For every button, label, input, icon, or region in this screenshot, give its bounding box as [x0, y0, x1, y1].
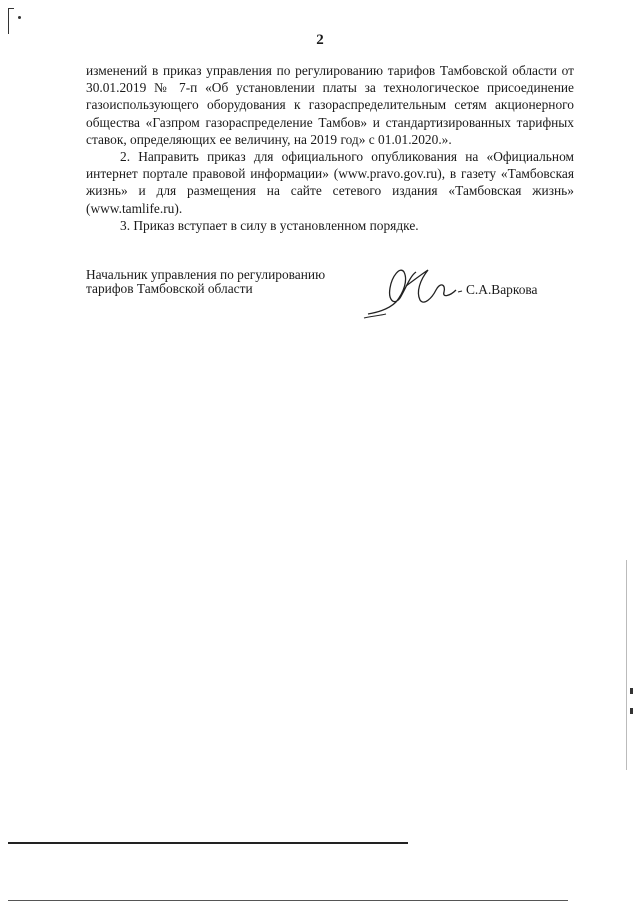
scan-artifact-left-bracket [8, 8, 9, 34]
handwritten-signature-icon [360, 262, 470, 320]
paragraph-publication: 2. Направить приказ для официального опубликования на «Официальном интернет портале правовой информации» (www.pravo.gov.ru), в газету «Тамбовская жизнь» и для размещения на сайте сетевого издания «Тамбовская жизнь» (www.tamlife.ru). [86, 149, 574, 216]
scan-artifact-dot [18, 16, 21, 19]
scan-artifact-right-mark [630, 708, 633, 714]
paragraph-continued: изменений в приказ управления по регулированию тарифов Тамбовской области от 30.01.2019 № 7-п «Об установлении платы за технологическое присоединение газоиспользующего оборудования к газораспределительным сетям акционерного общества «Газпром газораспределение Тамбов» и стандартизированных тарифных ставок, определяющих ее величину, на 2019 год» с 01.01.2020.». [86, 63, 574, 147]
document-body [86, 62, 574, 234]
page-number: 2 [316, 32, 324, 48]
bottom-rule [8, 900, 568, 901]
signer-position-line-1: Начальник управления по регулированию [86, 267, 326, 282]
scan-artifact-right-line [626, 560, 627, 770]
bottom-rule [8, 842, 408, 844]
signer-position-line-2: тарифов Тамбовской области [86, 281, 253, 296]
scan-artifact-right-mark [630, 688, 633, 694]
signer-position [86, 268, 366, 296]
paragraph-effective: 3. Приказ вступает в силу в установленном порядке. [120, 217, 419, 233]
scan-artifact-left-bracket-tick [8, 8, 14, 9]
signer-name: С.А.Варкова [466, 282, 538, 297]
